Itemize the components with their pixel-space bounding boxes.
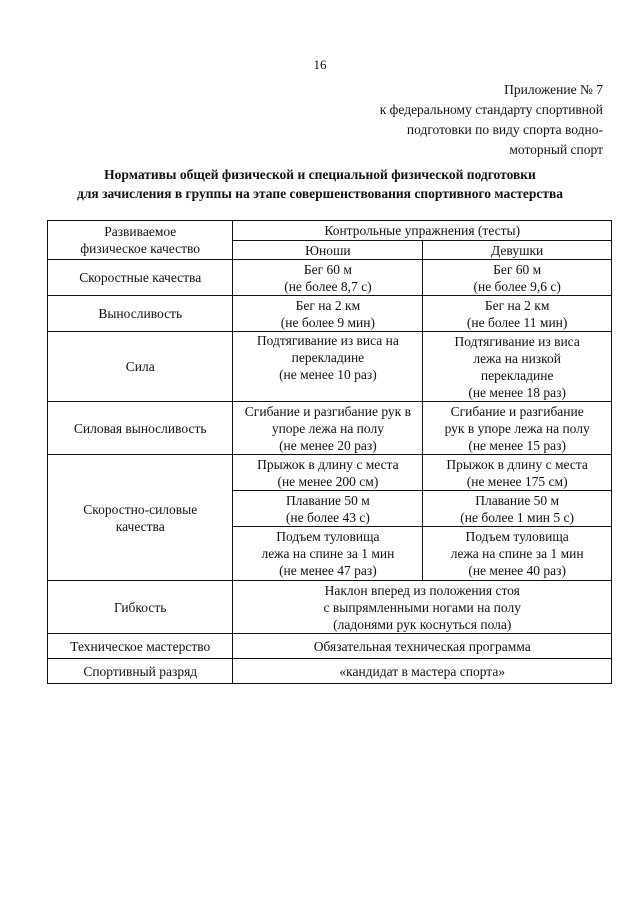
quality-label: Скоростные качества <box>48 260 233 296</box>
norm-line: Плавание 50 м <box>285 492 370 508</box>
appendix-line: к федеральному стандарту спортивной <box>379 102 603 117</box>
table-row-technical <box>48 634 612 659</box>
norm-line: (не менее 20 раз) <box>279 437 377 453</box>
appendix-reference <box>380 80 603 160</box>
norm-line: Подъем туловища <box>276 529 380 544</box>
norm-line: (не более 1 мин 5 с) <box>460 509 575 525</box>
norm-line: (не менее 18 раз) <box>468 384 566 400</box>
title-line: для зачисления в группы на этапе совершенствования спортивного мастерства <box>76 186 563 201</box>
norm-line: Подтягивание из виса <box>454 333 580 349</box>
boys-norm-cell <box>233 491 423 527</box>
boys-norm-cell <box>233 260 423 296</box>
header-quality-cell <box>48 221 233 260</box>
norm-line: (ладонями рук коснуться пола) <box>333 616 512 632</box>
girls-norm-cell <box>423 491 612 527</box>
header-boys-cell: Юноши <box>233 241 423 260</box>
quality-label: Силовая выносливость <box>48 402 233 455</box>
norm-line: перекладине <box>480 367 554 383</box>
quality-label: Выносливость <box>48 296 233 332</box>
girls-norm-cell <box>423 332 612 402</box>
page-number: 16 <box>313 57 327 72</box>
norm-line: (не менее 175 см) <box>466 473 568 489</box>
norm-line: Наклон вперед из положения стоя <box>324 582 520 598</box>
norm-line: Подтягивание из виса на <box>256 333 399 348</box>
norm-line: Бег 60 м <box>493 261 542 277</box>
common-norm-cell: «кандидат в мастера спорта» <box>233 659 612 684</box>
girls-norm-cell <box>423 260 612 296</box>
norm-line: упоре лежа на полу <box>271 420 384 436</box>
girls-norm-cell <box>423 527 612 581</box>
standards-table <box>47 220 612 684</box>
norm-line: Бег на 2 км <box>484 297 550 313</box>
common-norm-cell: Обязательная техническая программа <box>233 634 612 659</box>
quality-label: Техническое мастерство <box>48 634 233 659</box>
norm-line: Прыжок в длину с места <box>446 456 588 472</box>
norm-line: (не менее 10 раз) <box>279 367 377 382</box>
boys-norm-cell <box>233 296 423 332</box>
header-tests-cell: Контрольные упражнения (тесты) <box>233 221 612 241</box>
boys-norm-cell <box>233 402 423 455</box>
norm-line: (не более 9,6 с) <box>473 278 561 294</box>
appendix-line: подготовки по виду спорта водно- <box>406 122 603 137</box>
norm-line: рук в упоре лежа на полу <box>444 420 590 436</box>
table-row-endurance <box>48 296 612 332</box>
norm-line: Бег 60 м <box>303 261 352 277</box>
boys-norm-cell <box>233 527 423 581</box>
header-quality-text: физическое качество <box>80 241 201 256</box>
girls-norm-cell <box>423 296 612 332</box>
norm-line: Бег на 2 км <box>295 297 361 313</box>
norm-line: перекладине <box>291 350 365 365</box>
norm-line: (не менее 200 см) <box>277 473 379 489</box>
norm-line: Сгибание и разгибание <box>450 403 584 419</box>
quality-label: Сила <box>48 332 233 402</box>
norm-line: (не более 43 с) <box>285 509 370 525</box>
table-row-strength-endurance <box>48 402 612 455</box>
norm-line: лежа на спине за 1 мин <box>261 546 395 561</box>
table-row-rank <box>48 659 612 684</box>
norm-line: Подъем туловища <box>465 529 569 544</box>
norm-line: Прыжок в длину с места <box>257 456 399 472</box>
norm-line: (не менее 47 раз) <box>279 563 377 578</box>
document-title <box>30 165 610 203</box>
norm-line: (не более 11 мин) <box>466 314 568 330</box>
quality-label-line: качества <box>115 518 165 534</box>
norm-line: (не более 9 мин) <box>280 314 376 330</box>
boys-norm-cell <box>233 455 423 491</box>
table-row-flexibility <box>48 581 612 634</box>
appendix-line: Приложение № 7 <box>504 82 603 97</box>
norm-line: с выпрямленными ногами на полу <box>323 599 521 615</box>
norm-line: Плавание 50 м <box>475 492 560 508</box>
girls-norm-cell <box>423 455 612 491</box>
header-girls-cell: Девушки <box>423 241 612 260</box>
appendix-line: моторный спорт <box>509 142 603 157</box>
quality-label: Спортивный разряд <box>48 659 233 684</box>
table-header-row <box>48 221 612 241</box>
quality-label: Гибкость <box>48 581 233 634</box>
norm-line: (не менее 40 раз) <box>468 563 566 578</box>
norm-line: лежа на низкой <box>473 350 561 366</box>
girls-norm-cell <box>423 402 612 455</box>
norm-line: (не более 8,7 с) <box>284 278 372 294</box>
norm-line: лежа на спине за 1 мин <box>450 546 584 561</box>
title-line: Нормативы общей физической и специальной физической подготовки <box>104 167 536 182</box>
table-row-speed-strength-jump <box>48 455 612 491</box>
boys-norm-cell <box>233 332 423 402</box>
norm-line: (не менее 15 раз) <box>468 437 566 453</box>
header-quality-text: Развиваемое <box>104 224 177 239</box>
norm-line: Сгибание и разгибание рук в <box>244 403 411 419</box>
common-norm-cell <box>233 581 612 634</box>
quality-label <box>48 455 233 581</box>
table-row-strength <box>48 332 612 402</box>
quality-label-line: Скоростно-силовые <box>83 501 198 517</box>
table-row-speed <box>48 260 612 296</box>
